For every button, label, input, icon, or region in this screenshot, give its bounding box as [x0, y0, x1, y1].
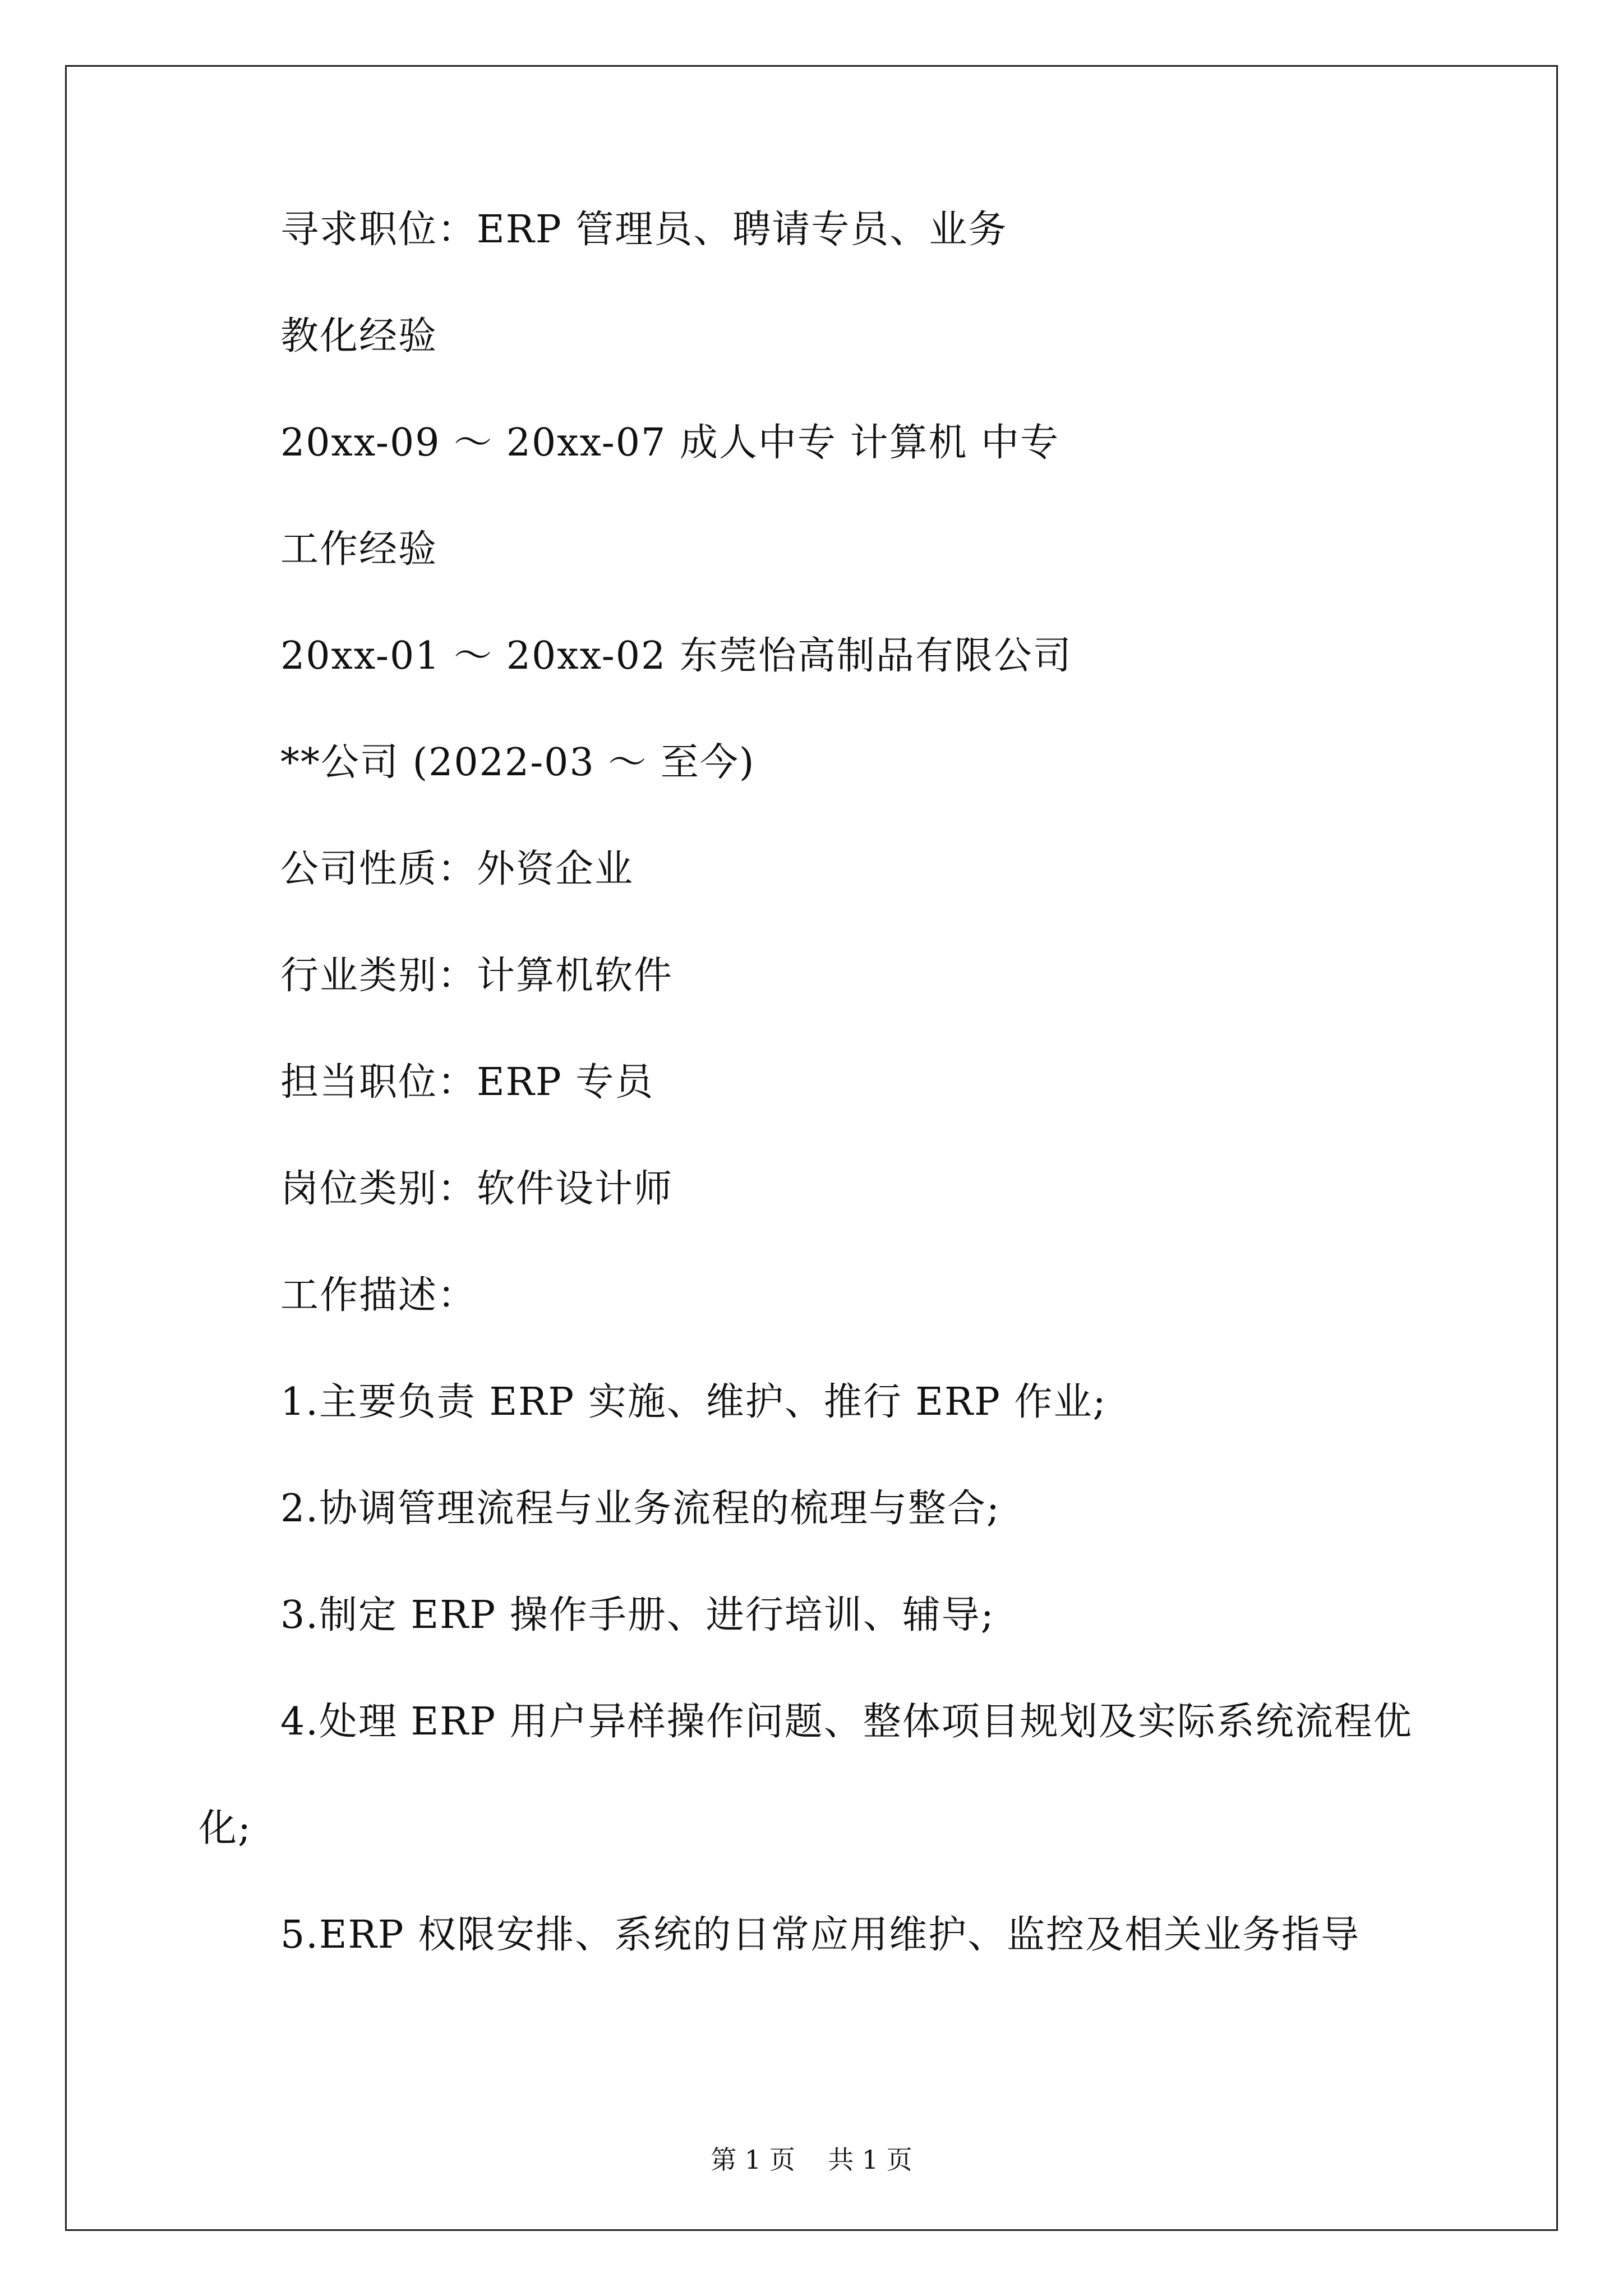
text-line-education-entry: 20xx-09 ～ 20xx-07 成人中专 计算机 中专 — [280, 421, 1060, 465]
text-line-company-nature: 公司性质：外资企业 — [280, 847, 634, 891]
text-line-duty-2: 2.协调管理流程与业务流程的梳理与整合; — [280, 1487, 1000, 1531]
text-line-work-heading: 工作经验 — [280, 527, 438, 572]
text-line-job-description-heading: 工作描述： — [280, 1273, 477, 1318]
text-line-duty-3: 3.制定 ERP 操作手册、进行培训、辅导; — [280, 1593, 995, 1637]
text-line-industry: 行业类别：计算机软件 — [280, 954, 674, 998]
text-line-duty-5: 5.ERP 权限安排、系统的日常应用维护、监控及相关业务指导 — [280, 1913, 1361, 1957]
text-line-work-entry: 20xx-01 ～ 20xx-02 东莞怡高制品有限公司 — [280, 634, 1072, 678]
text-line-duty-4-continued: 化; — [199, 1806, 252, 1851]
text-line-education-heading: 教化经验 — [280, 314, 438, 358]
text-line-company: **公司 (2022-03 ～ 至今) — [280, 740, 755, 785]
text-line-duty-1: 1.主要负责 ERP 实施、维护、推行 ERP 作业; — [280, 1380, 1107, 1424]
text-line-duty-4: 4.处理 ERP 用户异样操作问题、整体项目规划及实际系统流程优 — [280, 1700, 1413, 1744]
text-line-seeking-position: 寻求职位：ERP 管理员、聘请专员、业务 — [280, 208, 1008, 252]
text-line-job-category: 岗位类别：软件设计师 — [280, 1167, 674, 1211]
text-line-position: 担当职位：ERP 专员 — [280, 1060, 654, 1105]
page-number-footer: 第 1 页 共 1 页 — [711, 2145, 912, 2175]
